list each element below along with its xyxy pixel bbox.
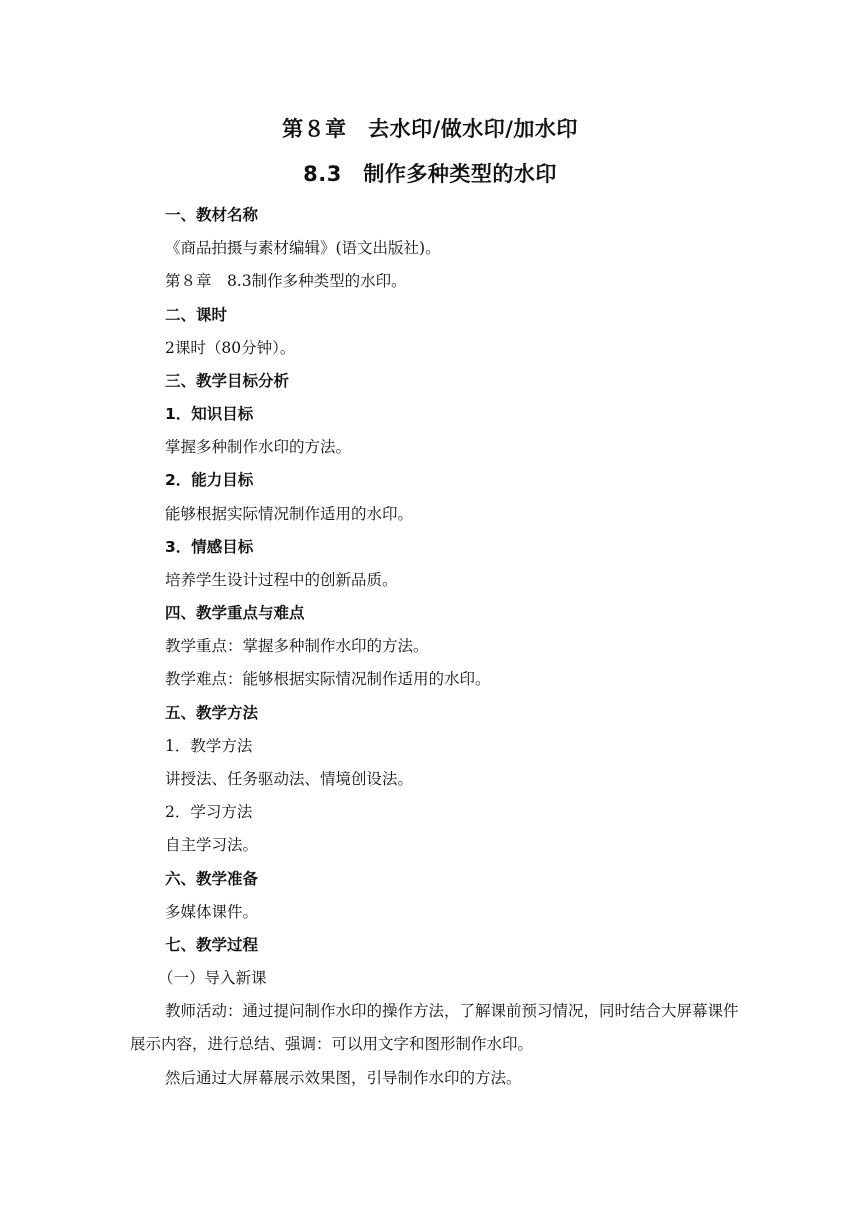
heading-key-points: 四、教学重点与难点 <box>165 604 305 622</box>
process-paragraph-1: 教师活动：通过提问制作水印的操作方法，了解课前预习情况，同时结合大屏幕课件展示内容，进行总结、强调：可以用文字和图形制作水印。 <box>130 1002 739 1053</box>
subheading-teaching-method: 1．教学方法 <box>165 737 253 755</box>
subheading-introduction: （一）导入新课 <box>158 969 267 987</box>
heading-methods: 五、教学方法 <box>165 704 259 722</box>
subheading-emotion: 3．情感目标 <box>165 538 254 556</box>
subheading-ability: 2．能力目标 <box>165 471 254 489</box>
heading-textbook: 一、教材名称 <box>165 206 259 224</box>
heading-objectives: 三、教学目标分析 <box>165 372 290 390</box>
chapter-title: 第８章 去水印/做水印/加水印 <box>282 117 578 141</box>
knowledge-text: 掌握多种制作水印的方法。 <box>165 438 352 456</box>
teaching-method-text: 讲授法、任务驱动法、情境创设法。 <box>165 770 414 788</box>
textbook-chapter: 第８章 8.3制作多种类型的水印。 <box>165 272 407 290</box>
heading-preparation: 六、教学准备 <box>165 870 259 888</box>
key-point-text: 教学重点：掌握多种制作水印的方法。 <box>165 637 429 655</box>
section-title: 8.3 制作多种类型的水印 <box>303 162 557 186</box>
class-hours-text: 2课时（80分钟）。 <box>165 339 296 357</box>
difficulty-text: 教学难点：能够根据实际情况制作适用的水印。 <box>165 670 491 688</box>
learning-method-text: 自主学习法。 <box>165 836 259 854</box>
process-paragraph-2: 然后通过大屏幕展示效果图，引导制作水印的方法。 <box>165 1069 522 1087</box>
emotion-text: 培养学生设计过程中的创新品质。 <box>165 571 398 589</box>
subheading-learning-method: 2．学习方法 <box>165 803 253 821</box>
ability-text: 能够根据实际情况制作适用的水印。 <box>165 505 414 523</box>
heading-process: 七、教学过程 <box>165 936 259 954</box>
textbook-name: 《商品拍摄与素材编辑》(语文出版社)。 <box>165 239 441 257</box>
subheading-knowledge: 1．知识目标 <box>165 405 254 423</box>
preparation-text: 多媒体课件。 <box>165 903 259 921</box>
heading-class-hours: 二、课时 <box>165 306 228 324</box>
